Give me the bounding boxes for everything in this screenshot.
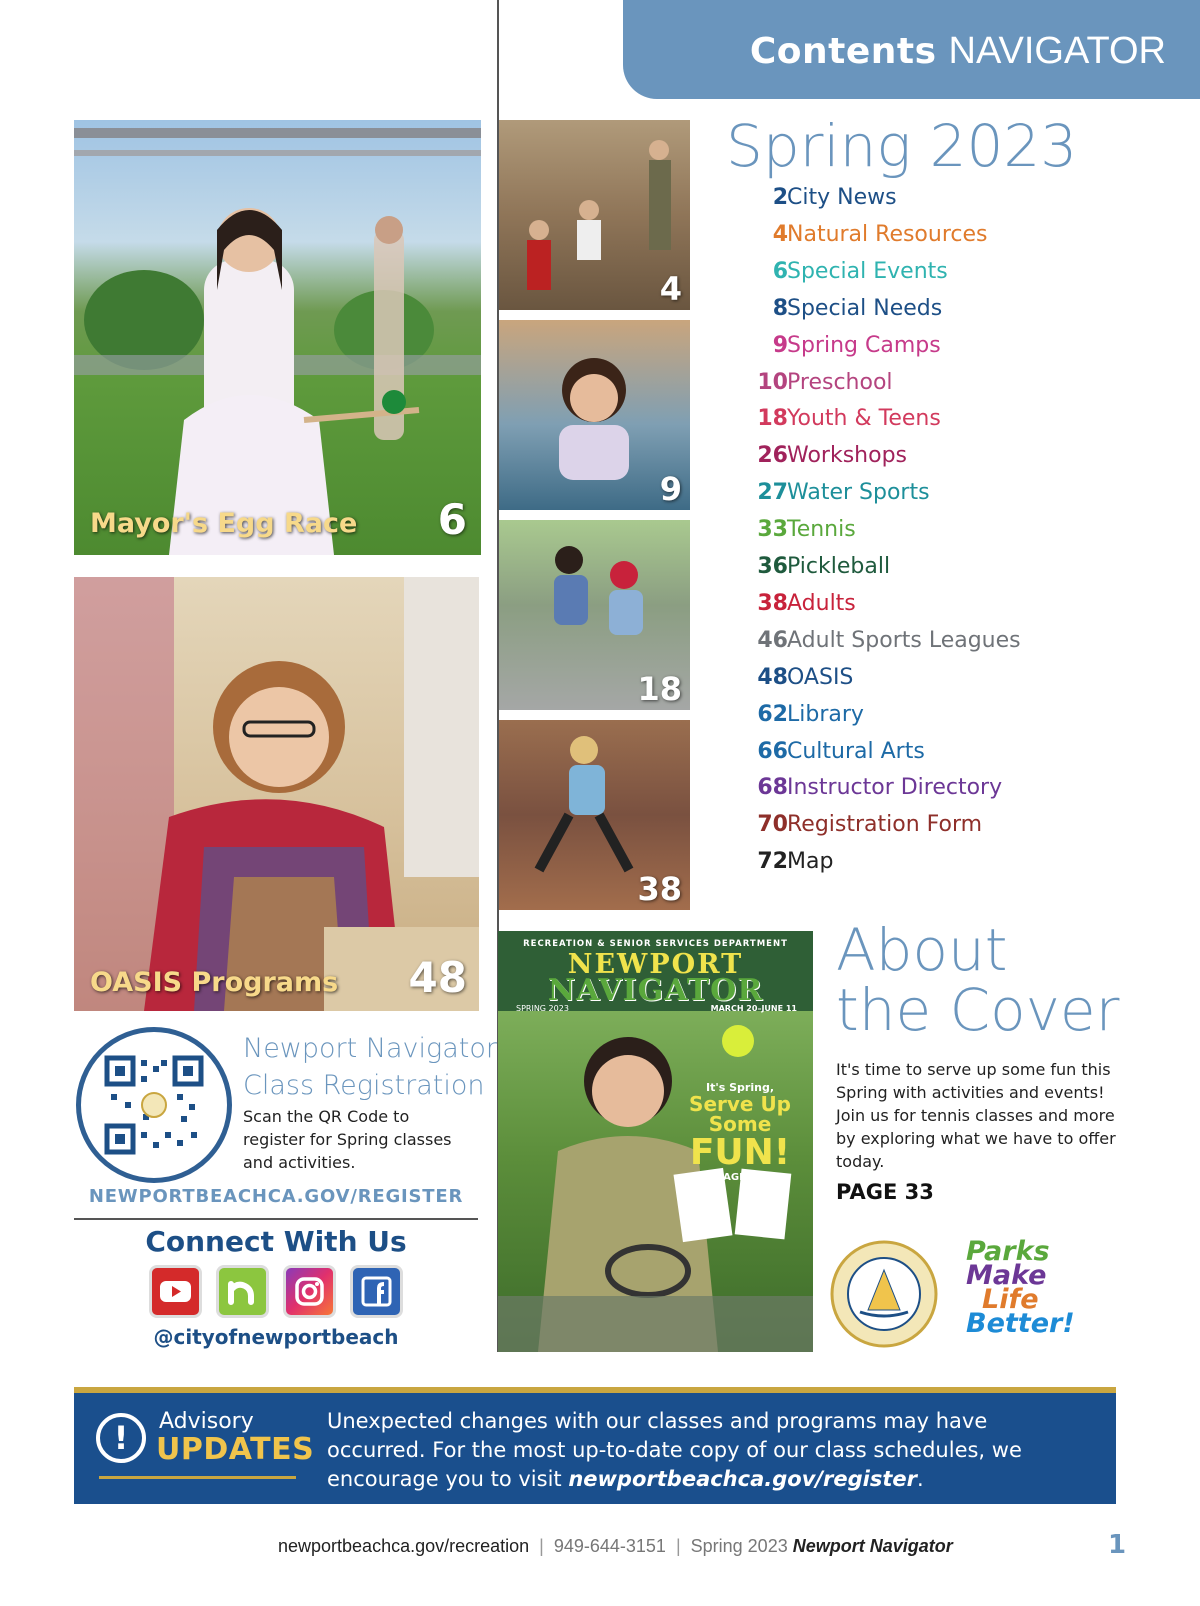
facebook-icon[interactable] (350, 1265, 403, 1318)
social-handle[interactable]: @cityofnewportbeach (153, 1325, 399, 1349)
nextdoor-icon[interactable] (216, 1265, 269, 1318)
oasis-photo (74, 577, 479, 1011)
toc-item[interactable] (720, 222, 1160, 256)
toc-label: Spring Camps (787, 332, 941, 358)
toc-label: Natural Resources (787, 221, 988, 247)
cover-thumbnail (498, 931, 813, 1352)
toc-item[interactable] (720, 702, 1160, 736)
oasis-page: 48 (408, 953, 467, 1002)
toc-label: Special Needs (787, 295, 943, 321)
toc-item[interactable] (720, 591, 1160, 625)
toc-label: Workshops (787, 443, 908, 469)
advisory-label: Advisory (159, 1409, 254, 1434)
banner-title-bold: Contents (749, 31, 937, 72)
toc-item[interactable] (720, 554, 1160, 588)
section-rule (74, 1218, 478, 1220)
toc-page-number: 70 (757, 812, 788, 838)
alert-icon: ! (96, 1413, 146, 1463)
thumb-hike-photo (499, 120, 690, 310)
thumb-adults-photo (499, 720, 690, 910)
toc-item[interactable] (720, 849, 1160, 883)
qr-code-icon (81, 1032, 227, 1178)
toc-label: Water Sports (787, 480, 930, 506)
toc-label: Pickleball (787, 554, 891, 579)
cover-season: SPRING 2023 (516, 1004, 569, 1013)
toc-page-number: 72 (757, 849, 788, 875)
toc-label: Library (787, 701, 864, 727)
toc-item[interactable] (720, 333, 1160, 367)
oasis-caption: OASIS Programs (90, 967, 339, 998)
toc-page-number: 66 (757, 738, 788, 764)
toc-item[interactable] (720, 296, 1160, 330)
egg-race-photo (74, 120, 481, 555)
thumb-camp-photo (499, 320, 690, 510)
toc-page-number: 18 (757, 406, 788, 432)
toc-label: Preschool (787, 369, 893, 395)
egg-race-illustration (74, 120, 481, 555)
footer-issue: Spring 2023 (690, 1536, 788, 1556)
registration-body: Scan the QR Code to register for Spring classes and activities. (243, 1107, 452, 1172)
toc-page-number: 36 (757, 554, 788, 579)
toc-label: Instructor Directory (787, 775, 1003, 801)
about-title-line2: the Cover (836, 976, 1120, 1044)
toc-item[interactable] (720, 739, 1160, 773)
toc-page-number: 46 (757, 627, 788, 653)
cover-dates: MARCH 20–JUNE 11 (710, 1004, 797, 1013)
cover-title-2: NAVIGATOR (547, 973, 764, 1008)
advisory-link[interactable]: newportbeachca.gov/register (568, 1467, 918, 1491)
about-title (836, 916, 1120, 1044)
egg-race-caption: Mayor's Egg Race (90, 508, 358, 539)
youtube-icon[interactable] (149, 1265, 202, 1318)
registration-title-line2: Class Registration (243, 1070, 485, 1101)
advisory-box (74, 1387, 1116, 1504)
footer-publication: Newport Navigator (792, 1536, 953, 1556)
toc-page-number: 62 (757, 701, 788, 727)
toc-label: Adults (787, 590, 856, 616)
footer-phone: 949-644-3151 (553, 1536, 666, 1556)
about-body: It's time to serve up some fun this Spring with activities and events! Join us for tennis classes and more by exploring what we have to offer today. (836, 1060, 1116, 1171)
toc-page-number: 4 (772, 221, 788, 247)
thumb-youth-photo (499, 520, 690, 710)
registration-title-line1: Newport Navigator (243, 1033, 497, 1064)
toc-page-number: 2 (772, 185, 788, 210)
thumb-camp-page: 9 (659, 470, 682, 508)
toc-item[interactable] (720, 185, 1160, 219)
city-seal-logo (830, 1240, 938, 1348)
qr-code[interactable] (76, 1027, 232, 1183)
toc-page-number: 38 (757, 590, 788, 616)
toc-item[interactable] (720, 775, 1160, 809)
toc-item[interactable] (720, 480, 1160, 514)
about-title-line1: About (836, 916, 1008, 984)
toc-page-number: 10 (757, 369, 788, 395)
toc-label: Adult Sports Leagues (787, 627, 1021, 653)
toc-label: Special Events (787, 258, 948, 284)
toc-page-number: 9 (772, 332, 788, 358)
toc-label: Cultural Arts (787, 738, 925, 764)
egg-race-page: 6 (437, 495, 467, 544)
toc-label: Registration Form (787, 812, 983, 838)
toc-item[interactable] (720, 370, 1160, 404)
toc-page-number: 8 (772, 295, 788, 321)
toc-label: Tennis (787, 517, 856, 543)
oasis-illustration (74, 577, 479, 1011)
connect-heading: Connect With Us (145, 1225, 407, 1258)
page-number: 1 (1108, 1530, 1127, 1560)
parks-make-life-better-logo: Parks Make Life Better! (966, 1236, 1075, 1339)
toc-label: OASIS (787, 664, 854, 690)
toc-label: City News (787, 185, 897, 210)
thumb-adults-page: 38 (637, 870, 682, 908)
toc-item[interactable] (720, 406, 1160, 440)
toc-item[interactable] (720, 517, 1160, 551)
toc-page-number: 33 (757, 517, 788, 543)
about-page: PAGE 33 (836, 1180, 934, 1204)
toc-item[interactable] (720, 259, 1160, 293)
footer-url[interactable]: newportbeachca.gov/recreation (278, 1536, 530, 1556)
contents-banner (623, 0, 1200, 99)
registration-title (243, 1030, 497, 1104)
registration-link[interactable]: NEWPORTBEACHCA.GOV/REGISTER (88, 1186, 464, 1207)
cover-title-1: NEWPORT (567, 949, 744, 980)
banner-title-light: NAVIGATOR (948, 30, 1166, 72)
toc-item[interactable] (720, 628, 1160, 662)
instagram-icon[interactable] (283, 1265, 336, 1318)
banner-title (750, 30, 1166, 73)
page-footer: newportbeachca.gov/recreation | 949-644-3151 | Spring 2023 Newport Navigator (278, 1536, 953, 1556)
advisory-message: Unexpected changes with our classes and programs may have occurred. For the most up-to-date copy of our class schedules, we encourage you to visit newportbeachca.gov/register. (327, 1409, 1022, 1491)
toc-page-number: 6 (772, 258, 788, 284)
toc-item[interactable] (720, 812, 1160, 846)
toc-page-number: 27 (757, 480, 788, 506)
toc-page-number: 48 (757, 664, 788, 690)
cover-dept: RECREATION & SENIOR SERVICES DEPARTMENT (523, 939, 788, 949)
toc-item[interactable] (720, 443, 1160, 477)
advisory-updates: UPDATES (156, 1432, 315, 1467)
thumb-hike-page: 4 (659, 270, 682, 308)
advisory-underline (99, 1476, 296, 1479)
thumb-youth-page: 18 (637, 670, 682, 708)
toc-page-number: 26 (757, 443, 788, 469)
season-title: Spring 2023 (726, 112, 1078, 180)
toc-label: Map (787, 849, 834, 875)
toc-page-number: 68 (757, 775, 788, 801)
toc-label: Youth & Teens (787, 406, 941, 432)
cover-tagline: It's Spring, Serve Up Some FUN! PAGE 33 (689, 1081, 791, 1183)
toc-item[interactable] (720, 665, 1160, 699)
